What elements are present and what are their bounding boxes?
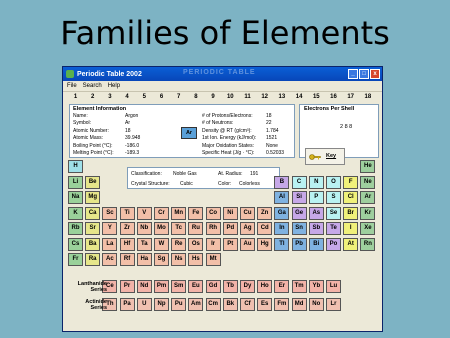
menu-search[interactable]: Search [82, 83, 102, 89]
crystal-label: Crystal Structure: [131, 181, 170, 187]
element-tile-cl[interactable]: Cl [343, 191, 358, 204]
maximize-button[interactable]: □ [359, 69, 369, 79]
element-tile-ra[interactable]: Ra [85, 253, 100, 266]
key-button[interactable] [305, 148, 345, 165]
element-tile-pd[interactable]: Pd [223, 222, 238, 235]
close-button[interactable]: x [370, 69, 380, 79]
group-number-17: 17 [347, 94, 355, 100]
element-tile-yb[interactable]: Yb [309, 280, 324, 293]
element-tile-rb[interactable]: Rb [68, 222, 83, 235]
element-tile-ar[interactable]: Ar [360, 191, 375, 204]
element-tile-po[interactable]: Po [326, 238, 341, 251]
minimize-button[interactable]: _ [348, 69, 358, 79]
slide-title: Families of Elements [60, 14, 390, 52]
group-number-1: 1 [73, 94, 78, 100]
info-label-left: Atomic Number: [73, 127, 109, 134]
element-tile-mo[interactable]: Mo [154, 222, 169, 235]
element-tile-cr[interactable]: Cr [154, 207, 169, 220]
element-tile-in[interactable]: In [274, 222, 289, 235]
element-tile-nd[interactable]: Nd [137, 280, 152, 293]
element-tile-ru[interactable]: Ru [188, 222, 203, 235]
element-info-header: Element Information [73, 106, 127, 112]
group-number-4: 4 [125, 94, 129, 100]
radius-label: At. Radius: [218, 171, 243, 177]
element-tile-ca[interactable]: Ca [85, 207, 100, 220]
element-tile-y[interactable]: Y [102, 222, 117, 235]
element-tile-pu[interactable]: Pu [171, 298, 186, 311]
element-tile-sc[interactable]: Sc [102, 207, 117, 220]
element-tile-al[interactable]: Al [274, 191, 289, 204]
info-label-right: # of Protons/Electrons: [202, 113, 253, 119]
group-number-row [63, 94, 383, 104]
info-label-left: Symbol: [73, 120, 92, 127]
element-tile-br[interactable]: Br [343, 207, 358, 220]
element-tile-hs[interactable]: Hs [188, 253, 203, 266]
element-tile-tb[interactable]: Tb [223, 280, 238, 293]
element-tile-cm[interactable]: Cm [206, 298, 221, 311]
element-tile-ne[interactable]: Ne [360, 176, 375, 189]
element-tile-li[interactable]: Li [68, 176, 83, 189]
element-tile-ni[interactable]: Ni [223, 207, 238, 220]
element-tile-k[interactable]: K [68, 207, 83, 220]
element-tile-se[interactable]: Se [326, 207, 341, 220]
info-value-right: 22 [266, 120, 272, 127]
element-tile-rh[interactable]: Rh [206, 222, 221, 235]
group-number-11: 11 [244, 94, 251, 100]
element-tile-fr[interactable]: Fr [68, 253, 83, 266]
element-tile-pr[interactable]: Pr [120, 280, 135, 293]
group-number-18: 18 [364, 94, 372, 100]
element-tile-md[interactable]: Md [292, 298, 307, 311]
group-number-14: 14 [295, 94, 303, 100]
info-value-left: -189.3 [125, 150, 140, 156]
shell-header: Electrons Per Shell [304, 106, 355, 112]
key-button-label: Key [326, 153, 337, 159]
element-tile-kr[interactable]: Kr [360, 207, 375, 220]
info-value-right: 1.784 [266, 127, 279, 134]
title-bar[interactable] [63, 67, 382, 81]
element-tile-cd[interactable]: Cd [257, 222, 272, 235]
shell-values: 2 8 8 [340, 124, 353, 130]
element-tile-p[interactable]: P [309, 191, 324, 204]
element-tile-co[interactable]: Co [206, 207, 221, 220]
element-tile-zn[interactable]: Zn [257, 207, 272, 220]
element-tile-pt[interactable]: Pt [223, 238, 238, 251]
element-tile-ag[interactable]: Ag [240, 222, 255, 235]
info-value-left: 18 [125, 127, 131, 134]
element-tile-v[interactable]: V [137, 207, 152, 220]
element-tile-mn[interactable]: Mn [171, 207, 186, 220]
info-label-left: Boiling Point (°C): [73, 142, 113, 149]
element-tile-sg[interactable]: Sg [154, 253, 169, 266]
element-tile-sr[interactable]: Sr [85, 222, 100, 235]
group-number-5: 5 [142, 94, 146, 100]
element-tile-bk[interactable]: Bk [223, 298, 238, 311]
element-tile-am[interactable]: Am [188, 298, 203, 311]
group-number-16: 16 [330, 94, 337, 100]
element-tile-lu[interactable]: Lu [326, 280, 341, 293]
element-tile-ba[interactable]: Ba [85, 238, 100, 251]
element-tile-fm[interactable]: Fm [274, 298, 289, 311]
group-number-2: 2 [91, 94, 95, 100]
element-tile-tm[interactable]: Tm [292, 280, 307, 293]
group-number-7: 7 [177, 94, 181, 100]
element-tile-tc[interactable]: Tc [171, 222, 186, 235]
element-tile-sm[interactable]: Sm [171, 280, 186, 293]
element-tile-mg[interactable]: Mg [85, 191, 100, 204]
element-tile-ac[interactable]: Ac [102, 253, 117, 266]
element-tile-o[interactable]: O [326, 176, 341, 189]
group-number-12: 12 [261, 94, 269, 100]
element-tile-gd[interactable]: Gd [206, 280, 221, 293]
element-tile-c[interactable]: C [292, 176, 307, 189]
element-tile-eu[interactable]: Eu [188, 280, 203, 293]
info-value-left: 39.948 [125, 135, 141, 142]
element-tile-be[interactable]: Be [85, 176, 100, 189]
element-tile-la[interactable]: La [102, 238, 117, 251]
element-tile-au[interactable]: Au [240, 238, 255, 251]
element-tile-pa[interactable]: Pa [120, 298, 135, 311]
group-number-13: 13 [278, 94, 286, 100]
element-information-panel [69, 104, 295, 158]
app-icon [66, 70, 74, 78]
key-icon [309, 153, 321, 161]
color-value: Colorless [239, 181, 260, 187]
element-tile-zr[interactable]: Zr [120, 222, 135, 235]
classification-panel [127, 167, 280, 189]
info-label-right: Major Oxidation States: [202, 142, 254, 149]
element-tile-ir[interactable]: Ir [206, 238, 221, 251]
element-tile-s[interactable]: S [326, 191, 341, 204]
info-label-right: 1st Ion. Energy (kJ/mol): [202, 135, 257, 142]
element-tile-na[interactable]: Na [68, 191, 83, 204]
menu-bar [63, 81, 382, 92]
info-value-right: 0.52033 [266, 150, 285, 156]
selected-element-tile: Ar [181, 127, 197, 139]
element-tile-pm[interactable]: Pm [154, 280, 169, 293]
group-number-10: 10 [226, 94, 234, 100]
element-tile-w[interactable]: W [154, 238, 169, 251]
element-tile-th[interactable]: Th [102, 298, 117, 311]
element-tile-cu[interactable]: Cu [240, 207, 255, 220]
element-tile-mt[interactable]: Mt [206, 253, 221, 266]
element-tile-ce[interactable]: Ce [102, 280, 117, 293]
element-tile-ga[interactable]: Ga [274, 207, 289, 220]
element-tile-f[interactable]: F [343, 176, 358, 189]
classification-label: Classification: [131, 171, 162, 177]
element-tile-b[interactable]: B [274, 176, 289, 189]
info-value-right: None [266, 142, 278, 149]
element-tile-te[interactable]: Te [326, 222, 341, 235]
element-tile-nb[interactable]: Nb [137, 222, 152, 235]
element-tile-i[interactable]: I [343, 222, 358, 235]
info-value-left: Argon [125, 113, 139, 119]
element-tile-tl[interactable]: Tl [274, 238, 289, 251]
element-tile-os[interactable]: Os [188, 238, 203, 251]
radius-value: 191 [250, 171, 259, 177]
element-tile-si[interactable]: Si [292, 191, 307, 204]
element-tile-cs[interactable]: Cs [68, 238, 83, 251]
color-label: Color: [218, 181, 232, 187]
info-value-left: -186.0 [125, 142, 140, 149]
element-tile-pb[interactable]: Pb [292, 238, 307, 251]
element-tile-ti[interactable]: Ti [120, 207, 135, 220]
group-number-6: 6 [159, 94, 164, 100]
info-label-right: # of Neutrons: [202, 120, 234, 127]
element-tile-cf[interactable]: Cf [240, 298, 255, 311]
group-number-3: 3 [108, 94, 112, 100]
element-tile-fe[interactable]: Fe [188, 207, 203, 220]
element-tile-n[interactable]: N [309, 176, 324, 189]
element-tile-xe[interactable]: Xe [360, 222, 375, 235]
lanthanide-series-label: Lanthanide Series [77, 281, 107, 293]
element-tile-ge[interactable]: Ge [292, 207, 307, 220]
element-tile-ha[interactable]: Ha [137, 253, 152, 266]
element-tile-u[interactable]: U [137, 298, 152, 311]
element-tile-er[interactable]: Er [274, 280, 289, 293]
info-value-left: Ar [125, 120, 130, 127]
menu-help[interactable]: Help [107, 83, 121, 89]
element-tile-as[interactable]: As [309, 207, 324, 220]
element-tile-ho[interactable]: Ho [257, 280, 272, 293]
title-watermark: PERIODIC TABLE [183, 69, 256, 76]
info-label-right: Specific Heat (J/g · °C): [202, 150, 255, 156]
element-tile-at[interactable]: At [343, 238, 358, 251]
info-value-right: 1521 [266, 135, 278, 142]
actinide-series-label: Actinide Series [85, 299, 107, 311]
element-tile-ns[interactable]: Ns [171, 253, 186, 266]
element-tile-np[interactable]: Np [154, 298, 169, 311]
group-number-15: 15 [312, 94, 320, 100]
element-tile-rf[interactable]: Rf [120, 253, 135, 266]
element-tile-bi[interactable]: Bi [309, 238, 324, 251]
group-number-8: 8 [194, 94, 198, 100]
crystal-value: Cubic [180, 181, 193, 187]
element-tile-sn[interactable]: Sn [292, 222, 307, 235]
window-title: Periodic Table 2002 [77, 70, 142, 78]
element-tile-re[interactable]: Re [171, 238, 186, 251]
element-tile-es[interactable]: Es [257, 298, 272, 311]
element-tile-rn[interactable]: Rn [360, 238, 375, 251]
info-label-left: Melting Point (°C): [73, 150, 114, 156]
info-label-right: Density @ RT (g/cm³): [202, 127, 252, 134]
element-tile-he[interactable]: He [360, 160, 375, 173]
info-value-right: 18 [266, 113, 272, 119]
element-tile-dy[interactable]: Dy [240, 280, 255, 293]
group-number-9: 9 [211, 94, 215, 100]
element-tile-hf[interactable]: Hf [120, 238, 135, 251]
element-tile-ta[interactable]: Ta [137, 238, 152, 251]
element-tile-h[interactable]: H [68, 160, 83, 173]
classification-value: Noble Gas [173, 171, 197, 177]
periodic-table-window [62, 66, 383, 332]
element-tile-sb[interactable]: Sb [309, 222, 324, 235]
element-tile-lr[interactable]: Lr [326, 298, 341, 311]
info-label-left: Name: [73, 113, 88, 119]
menu-file[interactable]: File [67, 83, 77, 89]
element-tile-hg[interactable]: Hg [257, 238, 272, 251]
info-label-left: Atomic Mass: [73, 135, 104, 142]
element-tile-no[interactable]: No [309, 298, 324, 311]
